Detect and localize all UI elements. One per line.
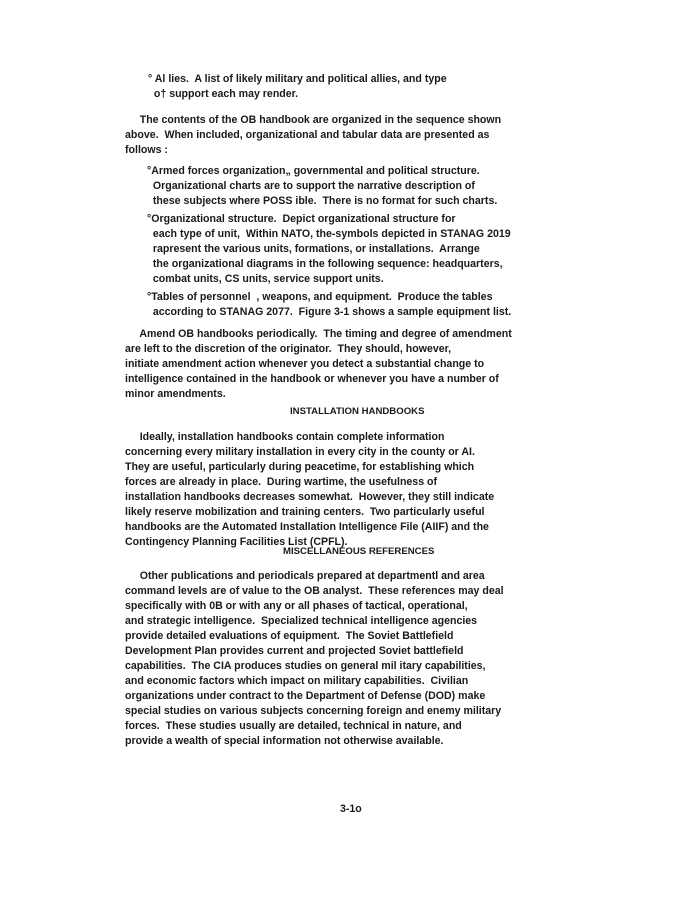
text-line: special studies on various subjects concerning foreign and enemy military <box>125 705 502 717</box>
text-line: command levels are of value to the OB analyst. These references may deal <box>125 585 504 597</box>
text-line: °Tables of personnel , weapons, and equipment. Produce the tables <box>147 291 493 303</box>
text-line: The contents of the OB handbook are organized in the sequence shown <box>125 114 502 126</box>
misc-paragraph <box>125 569 504 749</box>
text-line: are left to the discretion of the originator. They should, however, <box>125 343 452 355</box>
installation-handbooks-heading: INSTALLATION HANDBOOKS <box>290 406 425 417</box>
armed-forces-bullet-item <box>147 164 497 209</box>
text-line: provide detailed evaluations of equipment. The Soviet Battlefield <box>125 630 454 642</box>
text-line: specifically with 0B or with any or all phases of tactical, operational, <box>125 600 468 612</box>
text-line: Development Plan provides current and projected Soviet battlefield <box>125 645 464 657</box>
tables-bullet-item <box>147 290 511 320</box>
text-line: and strategic intelligence. Specialized technical intelligence agencies <box>125 615 478 627</box>
text-line: follows : <box>125 144 168 156</box>
text-line: initiate amendment action whenever you detect a substantial change to <box>125 358 485 370</box>
text-line: forces are already in place. During wartime, the usefulness of <box>125 476 438 488</box>
text-line: ° Al lies. A list of likely military and political allies, and type <box>148 73 447 85</box>
text-line: organizations under contract to the Department of Defense (DOD) make <box>125 690 486 702</box>
amend-paragraph <box>125 327 512 402</box>
text-line: o† support each may render. <box>148 88 299 100</box>
text-line: Amend OB handbooks periodically. The timing and degree of amendment <box>125 328 512 340</box>
text-line: rapresent the various units, formations, or installations. Arrange <box>147 243 480 255</box>
text-line: the organizational diagrams in the following sequence: headquarters, <box>147 258 503 270</box>
text-line: Organizational charts are to support the narrative description of <box>147 180 475 192</box>
organizational-structure-bullet-item <box>147 212 511 287</box>
text-line: according to STANAG 2077. Figure 3-1 shows a sample equipment list. <box>147 306 512 318</box>
text-line: each type of unit, Within NATO, the-symbols depicted in STANAG 2019 <box>147 228 511 240</box>
text-line: forces. These studies usually are detailed, technical in nature, and <box>125 720 462 732</box>
installation-paragraph <box>125 430 494 550</box>
text-line: these subjects where POSS ible. There is no format for such charts. <box>147 195 498 207</box>
text-line: and economic factors which impact on military capabilities. Civilian <box>125 675 469 687</box>
miscellaneous-references-heading: MISCELLANEOUS REFERENCES <box>283 546 435 557</box>
intro-paragraph <box>125 113 501 158</box>
text-line: Other publications and periodicals prepared at departmentl and area <box>125 570 485 582</box>
page-number: 3-1o <box>340 803 362 815</box>
text-line: °Organizational structure. Depict organizational structure for <box>147 213 456 225</box>
text-line: combat units, CS units, service support units. <box>147 273 384 285</box>
text-line: installation handbooks decreases somewhat. However, they still indicate <box>125 491 495 503</box>
text-line: handbooks are the Automated Installation Intelligence File (AIIF) and the <box>125 521 489 533</box>
text-line: above. When included, organizational and tabular data are presented as <box>125 129 490 141</box>
text-line: likely reserve mobilization and training centers. Two particularly useful <box>125 506 485 518</box>
text-line: capabilities. The CIA produces studies on general mil itary capabilities, <box>125 660 486 672</box>
text-line: °Armed forces organization„ governmental and political structure. <box>147 165 480 177</box>
text-line: intelligence contained in the handbook or whenever you have a number of <box>125 373 499 385</box>
text-line: They are useful, particularly during peacetime, for establishing which <box>125 461 475 473</box>
text-line: Contingency Planning Facilities List (CPFL). <box>125 536 348 548</box>
text-line: concerning every military installation in every city in the county or AI. <box>125 446 475 458</box>
text-line: Ideally, installation handbooks contain complete information <box>125 431 445 443</box>
text-line: minor amendments. <box>125 388 226 400</box>
allies-bullet-item <box>148 72 447 102</box>
text-line: provide a wealth of special information not otherwise available. <box>125 735 444 747</box>
